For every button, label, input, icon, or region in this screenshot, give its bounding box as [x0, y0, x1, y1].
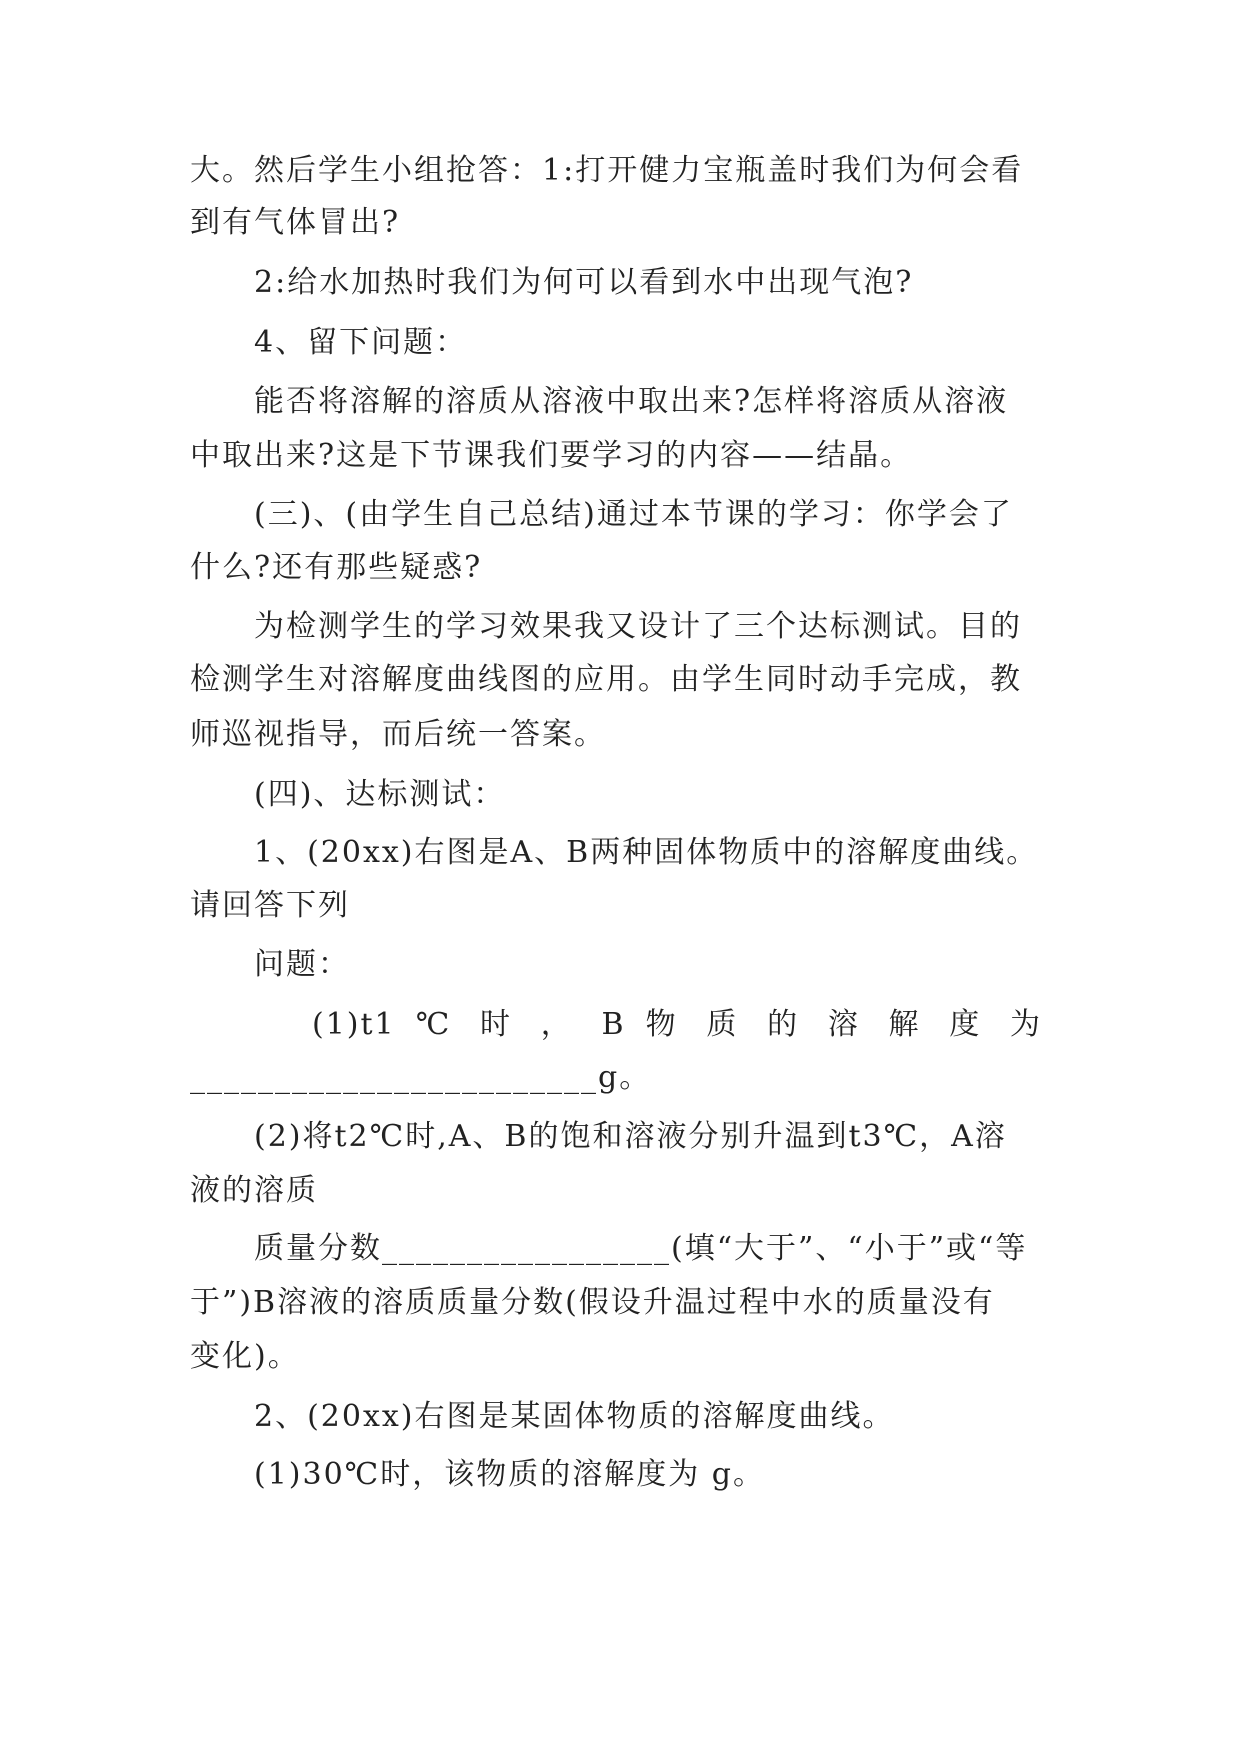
text-line: (四)、达标测试：	[254, 777, 506, 812]
text-line: 1、(20xx)右图是A、B两种固体物质中的溶解度曲线。	[254, 835, 1039, 870]
text-line: (1)30℃时，该物质的溶解度为 g。	[254, 1457, 765, 1492]
text-line: 液的溶质	[190, 1173, 318, 1208]
text-line: 什么?还有那些疑惑?	[190, 550, 483, 585]
text-line: 师巡视指导，而后统一答案。	[190, 717, 606, 752]
text-line: ________________________g。	[190, 1060, 652, 1095]
text-line: 2、(20xx)右图是某固体物质的溶解度曲线。	[254, 1399, 895, 1434]
text-line: (2)将t2℃时,A、B的饱和溶液分别升温到t3℃，A溶	[254, 1119, 1007, 1154]
text-line: 质量分数_________________(填“大于”、“小于”或“等	[254, 1231, 1028, 1266]
text-line: 能否将溶解的溶质从溶液中取出来?怎样将溶质从溶液	[254, 384, 1009, 419]
text-line: 变化)。	[190, 1339, 300, 1374]
text-line: 于”)B溶液的溶质质量分数(假设升温过程中水的质量没有	[190, 1285, 995, 1320]
text-line: 为检测学生的学习效果我又设计了三个达标测试。目的	[254, 609, 1022, 644]
text-line: (三)、(由学生自己总结)通过本节课的学习：你学会了	[254, 497, 1013, 532]
text-line: 4、留下问题：	[254, 325, 468, 360]
text-line: 到有气体冒出?	[190, 205, 401, 240]
text-line: 中取出来?这是下节课我们要学习的内容——结晶。	[190, 438, 913, 473]
text-line: 请回答下列	[190, 888, 350, 923]
text-line: 2:给水加热时我们为何可以看到水中出现气泡?	[254, 265, 914, 300]
text-line: 大。然后学生小组抢答：1:打开健力宝瓶盖时我们为何会看	[190, 153, 1024, 188]
text-line: 检测学生对溶解度曲线图的应用。由学生同时动手完成，教	[190, 662, 1022, 697]
text-line: 问题：	[254, 947, 350, 982]
text-line: (1)t1 ℃ 时 ， B 物 质 的 溶 解 度 为	[312, 1007, 1042, 1042]
